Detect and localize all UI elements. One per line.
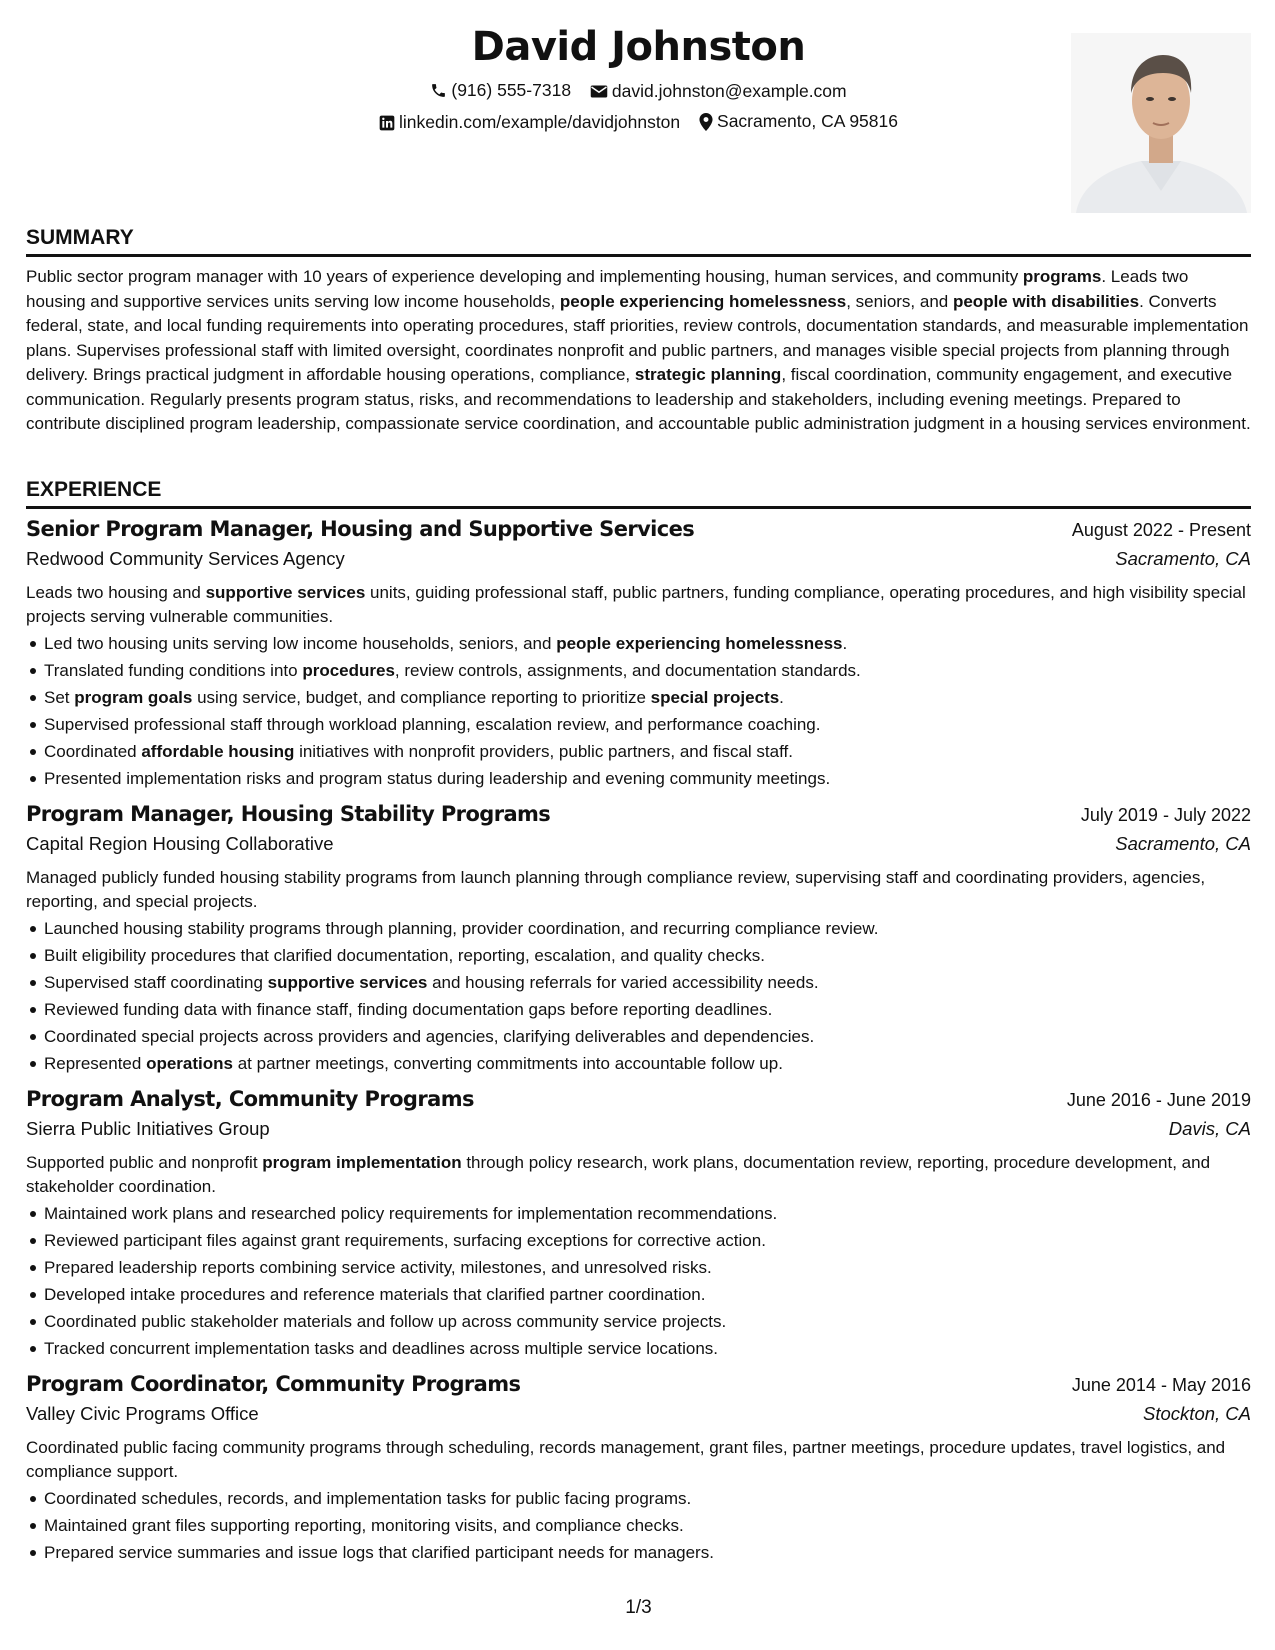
text-run: Reviewed participant files against grant requirements, surfacing exceptions for corrective action. [44,1231,766,1250]
text-run: Launched housing stability programs through planning, provider coordination, and recurring compliance review. [44,919,879,938]
list-item [26,915,1251,942]
text-run: , review controls, assignments, and documentation standards. [394,661,861,680]
emphasis-text: people experiencing homelessness [559,291,847,311]
list-item [26,1200,1251,1227]
job-entry [26,802,1251,1077]
emphasis-text: people experiencing homelessness [556,634,843,653]
job-header [26,1087,1251,1118]
list-item [26,1335,1251,1362]
job-dates: August 2022 - Present [1071,520,1251,540]
emphasis-text: special projects [650,688,780,707]
list-item [26,1254,1251,1281]
job-subheader [26,548,1251,581]
list-item [26,969,1251,996]
job-entry [26,1087,1251,1362]
list-item [26,1539,1251,1566]
text-run: initiatives with nonprofit providers, public partners, and fiscal staff. [294,742,793,761]
list-item [26,1308,1251,1335]
job-location: Sacramento, CA [1115,548,1251,569]
linkedin-text[interactable]: linkedin.com/example/davidjohnston [399,112,681,132]
text-run: Prepared service summaries and issue logs that clarified participant needs for managers. [44,1543,714,1562]
experience-section [26,478,1251,1576]
list-item [26,1485,1251,1512]
text-run: Represented [44,1054,147,1073]
text-run: Public sector program manager with 10 years of experience developing and implementing housing, human services, and community [26,267,1023,286]
phone-text: (916) 555-7318 [451,80,572,100]
resume-page [26,0,1251,1650]
job-dates: July 2019 - July 2022 [1080,805,1251,825]
job-title: Senior Program Manager, Housing and Supportive Services [26,517,695,541]
job-entry [26,517,1251,792]
job-subheader [26,833,1251,866]
job-location: Davis, CA [1168,1118,1251,1139]
phone-contact [430,80,571,101]
emphasis-text: supportive services [205,583,366,602]
job-organization: Capital Region Housing Collaborative [26,833,334,854]
list-item [26,1281,1251,1308]
job-header [26,802,1251,833]
text-run: Supervised professional staff through workload planning, escalation review, and performance coaching. [44,715,821,734]
list-item [26,996,1251,1023]
text-run: Prepared leadership reports combining service activity, milestones, and unresolved risks. [44,1258,712,1277]
linkedin-contact[interactable] [379,112,680,133]
text-run: Built eligibility procedures that clarified documentation, reporting, escalation, and quality checks. [44,946,766,965]
list-item [26,765,1251,792]
text-run: Supported public and nonprofit [26,1153,263,1172]
text-run: Tracked concurrent implementation tasks and deadlines across multiple service locations. [44,1339,719,1358]
resume-header [26,0,1251,212]
summary-section [26,226,1251,437]
emphasis-text: strategic planning [634,365,782,384]
list-item [26,711,1251,738]
summary-heading: SUMMARY [26,226,1251,257]
job-organization: Valley Civic Programs Office [26,1403,259,1424]
emphasis-text: affordable housing [141,742,295,761]
list-item [26,657,1251,684]
text-run: Translated funding conditions into [44,661,303,680]
text-run: Presented implementation risks and program status during leadership and evening community meetings. [44,769,831,788]
text-run: units, guiding professional staff, public partners, funding compliance, operating procedures, and high visibility special projects serving vulnerable communities. [26,583,1246,626]
job-header [26,517,1251,548]
phone-icon [430,82,447,99]
text-run: Coordinated special projects across providers and agencies, clarifying deliverables and dependencies. [44,1027,815,1046]
email-contact[interactable] [590,81,847,102]
list-item [26,1050,1251,1077]
job-description [26,581,1251,629]
text-run: Coordinated [44,742,142,761]
experience-heading: EXPERIENCE [26,478,1251,509]
summary-text [26,265,1251,437]
profile-photo [1071,33,1251,213]
job-bullet-list [26,1200,1251,1362]
text-run: Leads two housing and [26,583,206,602]
text-run: Coordinated schedules, records, and implementation tasks for public facing programs. [44,1489,692,1508]
text-run: Maintained work plans and researched policy requirements for implementation recommendations. [44,1204,778,1223]
text-run: Coordinated public facing community programs through scheduling, records management, grant files, partner meetings, procedure updates, travel logistics, and compliance support. [26,1438,1226,1481]
job-entry [26,1372,1251,1566]
job-bullet-list [26,630,1251,792]
text-run: . [779,688,784,707]
text-run: . Leads two housing and supportive services units serving low income households, [26,267,1189,311]
text-run: Supervised staff coordinating [44,973,268,992]
page-number: 1/3 [625,1597,652,1618]
list-item [26,1227,1251,1254]
job-header [26,1372,1251,1403]
job-bullet-list [26,1485,1251,1566]
contact-row-secondary [26,111,1251,136]
job-description [26,866,1251,914]
job-description [26,1151,1251,1199]
job-bullet-list [26,915,1251,1077]
text-run: . Converts federal, state, and local funding requirements into operating procedures, staff priorities, review controls, documentation standards, and measurable implementation plans. Supervises professional staff with limited oversight, coordinates nonprofit and public partners, and manages visible special projects from planning through delivery. Brings practical judgment in affordable housing operations, compliance, [26,291,1249,384]
text-run: , fiscal coordination, community engagement, and executive communication. Regularly presents program status, risks, and recommendations to leadership and stakeholders, including evening meetings. Prepared to contribute disciplined program leadership, compassionate service coordination, and accountable public administration judgment in a housing services environment. [26,365,1251,433]
text-run: Reviewed funding data with finance staff, finding documentation gaps before reporting deadlines. [44,1000,773,1019]
emphasis-text: program implementation [262,1153,462,1172]
job-location: Stockton, CA [1143,1403,1251,1424]
job-description [26,1436,1251,1484]
emphasis-text: supportive services [267,973,428,992]
text-run: Developed intake procedures and reference materials that clarified partner coordination. [44,1285,706,1304]
job-title: Program Manager, Housing Stability Programs [26,802,551,826]
list-item [26,942,1251,969]
job-location: Sacramento, CA [1115,833,1251,854]
map-pin-icon [699,113,713,131]
job-organization: Sierra Public Initiatives Group [26,1118,270,1139]
job-subheader [26,1403,1251,1436]
email-text[interactable]: david.johnston@example.com [611,81,847,101]
candidate-name: David Johnston [471,24,806,70]
job-list [26,517,1251,1566]
job-dates: June 2016 - June 2019 [1066,1090,1251,1110]
text-run: through policy research, work plans, documentation review, reporting, procedure development, and stakeholder coordination. [26,1153,1211,1196]
text-run: , seniors, and [846,291,953,311]
linkedin-icon [379,115,395,131]
job-organization: Redwood Community Services Agency [26,548,345,569]
list-item [26,684,1251,711]
job-title: Program Analyst, Community Programs [26,1087,474,1111]
text-run: Managed publicly funded housing stability programs from launch planning through compliance review, supervising staff and coordinating providers, agencies, reporting, and special projects. [26,868,1206,911]
list-item [26,1512,1251,1539]
text-run: Coordinated public stakeholder materials and follow up across community service projects. [44,1312,727,1331]
text-run: . [842,634,848,653]
job-subheader [26,1118,1251,1151]
list-item [26,738,1251,765]
list-item [26,1023,1251,1050]
text-run: Led two housing units serving low income households, seniors, and [44,634,557,653]
location-text: Sacramento, CA 95816 [717,111,898,131]
text-run: and housing referrals for varied accessibility needs. [427,973,819,992]
job-title: Program Coordinator, Community Programs [26,1372,521,1396]
emphasis-text: people with disabilities [952,291,1140,311]
text-run: Maintained grant files supporting reporting, monitoring visits, and compliance checks. [44,1516,684,1535]
job-dates: June 2014 - May 2016 [1071,1375,1251,1395]
text-run: at partner meetings, converting commitments into accountable follow up. [232,1054,783,1073]
text-run: Set [44,688,75,707]
location-contact [699,111,898,132]
emphasis-text: operations [146,1054,233,1073]
emphasis-text: programs [1022,267,1102,286]
envelope-icon [590,84,608,99]
text-run: using service, budget, and compliance reporting to prioritize [192,688,651,707]
list-item [26,630,1251,657]
contact-row-primary [26,80,1251,104]
emphasis-text: procedures [302,661,395,680]
emphasis-text: program goals [74,688,193,707]
